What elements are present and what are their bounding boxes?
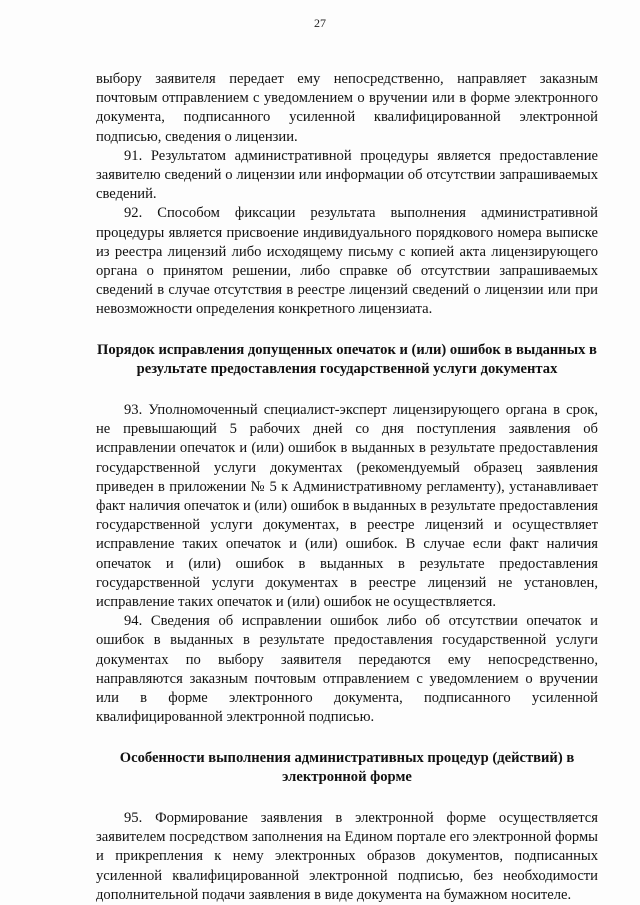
page-number: 27 [314,16,326,30]
section-heading-electronic-form: Особенности выполнения административных процедур (действий) в электронной форме [119,749,575,785]
paragraph-91: 91. Результатом административной процедуры является предоставление заявителю сведений о лицензии или информации об отсутствии запрашиваемых сведений. [96,147,598,203]
paragraph-92: 92. Способом фиксации результата выполнения административной процедуры является присвоение индивидуального порядкового номера выписке из реестра лицензий либо исходящему письму с копией акта лицензирующего органа о принятом решении, либо справке об отсутствии запрашиваемых сведений в случае отсутствия в реестре лицензий сведений о лицензии или при невозможности определения конкретного лицензиата. [96,205,598,318]
document-body [96,70,598,905]
paragraph-95: 95. Формирование заявления в электронной форме осуществляется заявителем посредством заполнения на Едином портале его электронной формы и прикрепления к нему электронных образов документов, подписанных усиленной квалифицированной электронной подписью, без необходимости дополнительной подачи заявления в виде документа на бумажном носителе. [96,809,598,903]
paragraph-continuation: выбору заявителя передает ему непосредственно, направляет заказным почтовым отправлением с уведомлением о вручении или в форме электронного документа, подписанного усиленной квалифицированной электронной подписью, сведения о лицензии. [96,71,598,145]
paragraph-93: 93. Уполномоченный специалист-эксперт лицензирующего органа в срок, не превышающий 5 рабочих дней со дня поступления заявления об исправлении опечаток и (или) ошибок в выданных в результате предоставления государственной услуги документах (рекомендуемый образец заявления приведен в приложении № 5 к Административному регламенту), устанавливает факт наличия опечаток и (или) ошибок в выданных в результате предоставления государственной услуги документах, в реестре лицензий и осуществляет исправление таких опечаток и (или) ошибок. В случае если факт наличия опечаток и (или) ошибок в выданных в результате предоставления государственной услуги документах в реестре лицензий не установлен, исправление таких опечаток и (или) ошибок не осуществляется. [96,402,598,611]
section-heading-corrections: Порядок исправления допущенных опечаток и (или) ошибок в выданных в результате предоставления государственной услуги документах [97,341,597,377]
paragraph-94: 94. Сведения об исправлении ошибок либо об отсутствии опечаток и ошибок в выданных в результате предоставления государственной услуги документах по выбору заявителя передаются ему непосредственно, направляются заказным почтовым отправлением с уведомлением о вручении или в форме электронного документа, подписанного усиленной квалифицированной электронной подписью. [96,613,598,726]
